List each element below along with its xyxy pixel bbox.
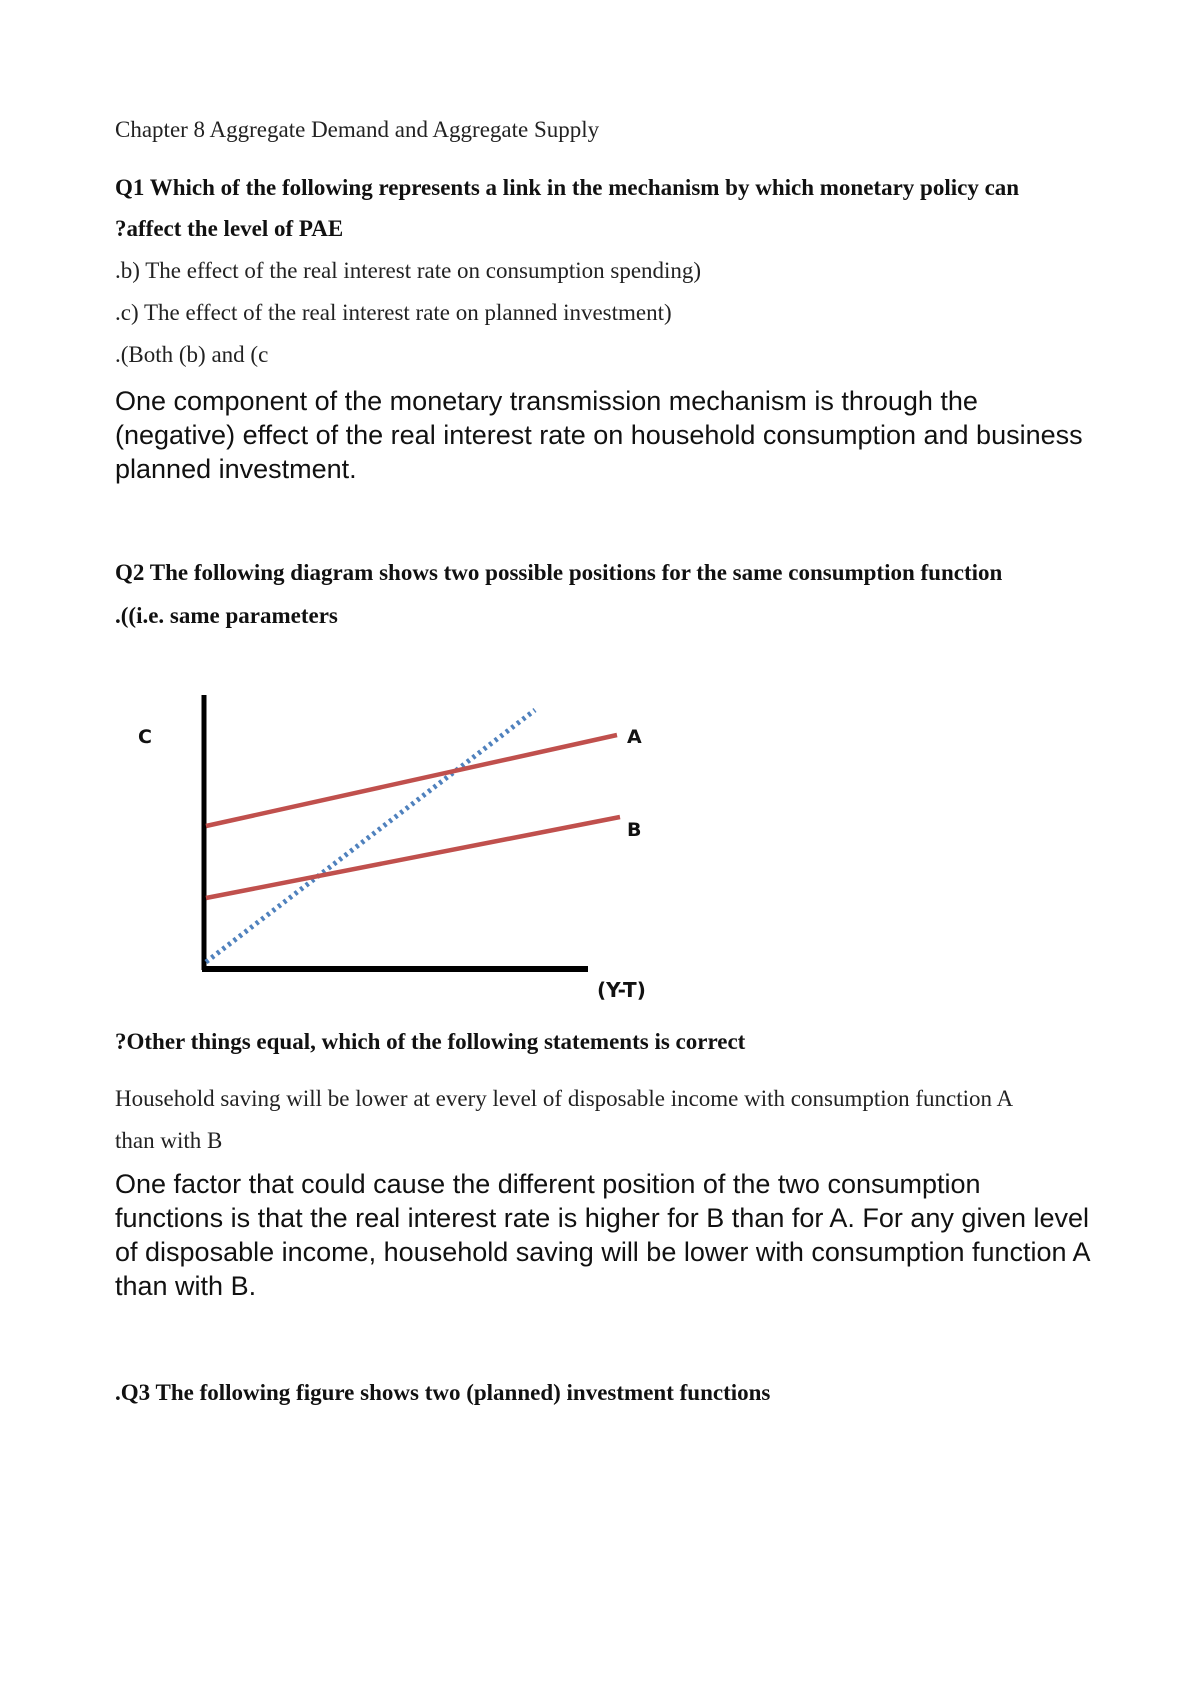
consumption-line-b [206,817,620,898]
q1-option-both: .(Both (b) and (c [115,342,269,367]
x-axis-label: (Y-T) [597,978,646,1002]
q2-statement-line1: Household saving will be lower at every level of disposable income with consumption function A [115,1086,1014,1111]
q1-option-b: .b) The effect of the real interest rate on consumption spending) [115,258,702,283]
q3-question-line1: .Q3 The following figure shows two (planned) investment functions [115,1380,771,1405]
q1-option-c: .c) The effect of the real interest rate on planned investment) [115,300,672,325]
consumption-line-a [206,735,617,826]
q2-question-line1: Q2 The following diagram shows two possible positions for the same consumption function [115,560,1003,585]
q2-question-line2: .((i.e. same parameters [115,603,338,628]
q1-question-line1: Q1 Which of the following represents a link in the mechanism by which monetary policy can [115,175,1020,200]
q1-answer: One component of the monetary transmission mechanism is through the (negative) effect of the real interest rate on household consumption and business planned investment. [115,386,1083,484]
q1-question-line2: ?affect the level of PAE [115,216,344,241]
dotted-45-degree-line [206,710,535,962]
chapter-title: Chapter 8 Aggregate Demand and Aggregate Supply [115,117,600,142]
q2-statement-line2: than with B [115,1128,223,1153]
q2-answer: One factor that could cause the different position of the two consumption functions is that the real interest rate is higher for B than for A. For any given level of disposable income, household saving will be lower with consumption function A than with B. [115,1169,1090,1301]
q2-prompt: ?Other things equal, which of the following statements is correct [115,1029,746,1054]
line-b-label: B [627,819,642,841]
line-a-label: A [627,726,642,748]
y-axis-label: C [138,726,152,748]
